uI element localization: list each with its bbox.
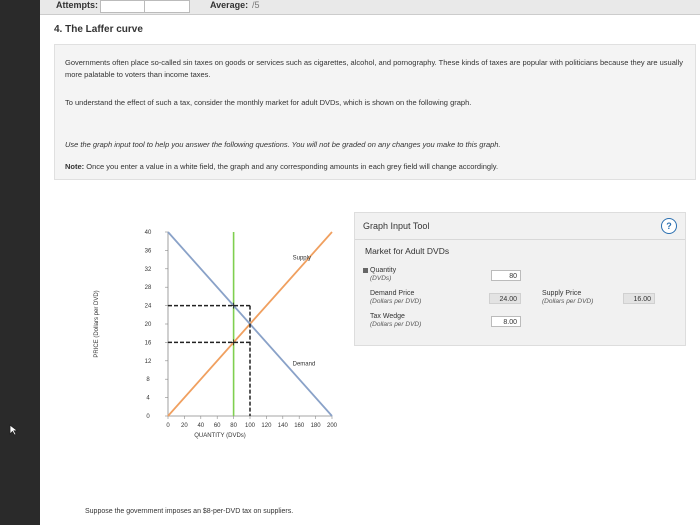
tax-wedge-label: Tax Wedge <box>370 313 405 320</box>
y-tick-label: 4 <box>146 395 150 402</box>
attempts-label: Attempts: <box>56 0 98 10</box>
mouse-cursor-icon <box>8 424 20 436</box>
x-tick-label: 40 <box>197 423 205 429</box>
x-tick-label: 180 <box>310 423 321 429</box>
demand-price-label-block <box>370 290 421 306</box>
y-tick-label: 40 <box>144 230 152 236</box>
x-tick-label: 80 <box>230 423 237 429</box>
note-text: Once you enter a value in a white field, the graph and any corresponding amounts in each grey field will change accordingly. <box>86 162 499 171</box>
supply-label: Supply <box>292 255 311 262</box>
y-tick-label: 8 <box>146 377 150 384</box>
supply-price-field: 16.00 <box>623 293 655 304</box>
quantity-label-block <box>363 267 396 283</box>
y-axis-label: PRICE (Dollars per DVD) <box>94 290 100 358</box>
average-value: /5 <box>252 0 260 10</box>
square-icon <box>363 268 368 273</box>
y-tick-label: 12 <box>144 358 152 365</box>
demand-price-unit: (Dollars per DVD) <box>370 298 422 305</box>
y-tick-label: 16 <box>144 340 152 347</box>
question-title: 4. The Laffer curve <box>54 24 143 35</box>
x-tick-label: 0 <box>166 423 170 429</box>
quantity-label: Quantity <box>370 267 397 274</box>
attempts-box <box>100 0 146 13</box>
tax-wedge-field[interactable]: 8.00 <box>491 316 521 327</box>
quantity-field[interactable]: 80 <box>491 270 521 281</box>
x-tick-label: 160 <box>294 423 305 429</box>
note-line <box>65 161 685 173</box>
x-tick-label: 120 <box>261 423 272 429</box>
assignment-page <box>40 0 700 525</box>
question-paragraph-1: Governments often place so-called sin taxes on goods or services such as cigarettes, alcohol, and pornography. These kinds of taxes are popular with politicians because they are usually more palatable to voters than income taxes. <box>65 58 683 79</box>
divider <box>355 239 685 240</box>
graph-input-tool-title: Graph Input Tool <box>363 221 430 231</box>
tax-wedge-unit: (Dollars per DVD) <box>370 321 422 328</box>
supply-price-label: Supply Price <box>542 290 582 297</box>
x-tick-label: 140 <box>277 423 288 429</box>
question-box <box>54 44 696 180</box>
attempts-bar <box>40 0 700 15</box>
x-tick-label: 100 <box>244 423 256 429</box>
attempts-box-2 <box>144 0 190 13</box>
help-icon[interactable]: ? <box>661 218 677 234</box>
y-tick-label: 20 <box>144 322 152 328</box>
note-label: Note: <box>65 162 85 171</box>
x-tick-label: 60 <box>213 423 221 429</box>
market-title: Market for Adult DVDs <box>365 246 450 256</box>
y-tick-label: 32 <box>144 266 152 273</box>
y-tick-label: 28 <box>144 285 152 292</box>
average-label: Average: <box>210 0 249 10</box>
demand-label: Demand <box>292 361 316 368</box>
supply-demand-chart[interactable] <box>84 220 354 452</box>
demand-price-label: Demand Price <box>370 290 415 297</box>
x-tick-label: 20 <box>181 423 188 429</box>
footer-question-text: Suppose the government imposes an $8-per-DVD tax on suppliers. <box>85 508 294 515</box>
supply-price-label-block <box>542 290 593 306</box>
tax-wedge-label-block <box>370 313 421 329</box>
x-tick-label: 200 <box>326 423 338 429</box>
y-tick-label: 36 <box>144 248 152 255</box>
y-tick-label: 24 <box>144 303 152 310</box>
supply-price-unit: (Dollars per DVD) <box>542 298 594 305</box>
graph-input-tool <box>354 212 686 346</box>
x-axis-label: QUANTITY (DVDs) <box>194 433 246 439</box>
y-tick-label: 0 <box>146 414 150 420</box>
question-paragraph-2: To understand the effect of such a tax, consider the monthly market for adult DVDs, which is shown on the following graph. <box>65 98 472 107</box>
instruction-text: Use the graph input tool to help you answer the following questions. You will not be graded on any changes you make to this graph. <box>65 140 501 149</box>
demand-price-field: 24.00 <box>489 293 521 304</box>
quantity-unit: (DVDs) <box>370 275 392 282</box>
